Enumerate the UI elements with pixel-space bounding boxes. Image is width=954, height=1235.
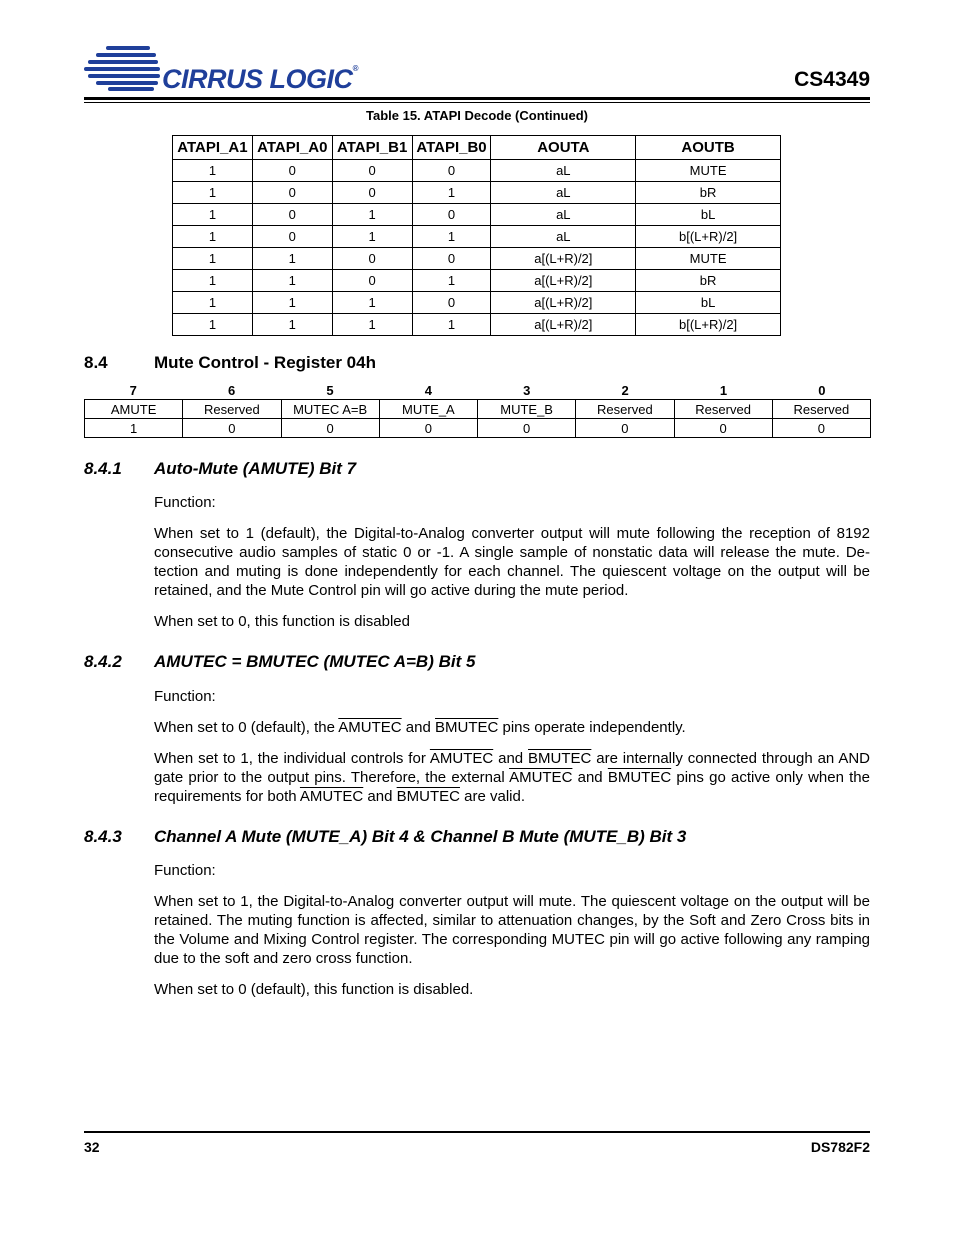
- col-header: ATAPI_B1: [332, 136, 412, 160]
- table-cell: 0: [332, 248, 412, 270]
- col-header: ATAPI_A1: [173, 136, 253, 160]
- table-cell: 1: [412, 270, 491, 292]
- bit-numbers: [84, 383, 871, 398]
- register-bit-default: 0: [379, 419, 477, 438]
- bit-number: 6: [227, 383, 236, 398]
- col-header: AOUTA: [491, 136, 636, 160]
- bit-number: 2: [621, 383, 629, 398]
- table-cell: 0: [252, 182, 332, 204]
- register-bit-name: AMUTE: [85, 400, 183, 419]
- register-bit-default: 0: [478, 419, 576, 438]
- paragraph: When set to 1, the individual controls for AMUTEC and BMUTEC are internally connected through an AND gate prior to the output pins. Therefore, the external AMUTEC and BMUTEC pins go active only when the requirements for both AMUTEC and BMUTEC are valid.: [154, 750, 870, 805]
- bit-number: 0: [818, 383, 826, 398]
- bit-number: 4: [424, 383, 432, 398]
- logo-text: CIRRUS LOGIC®: [162, 64, 358, 94]
- table-cell: 1: [173, 292, 253, 314]
- logo: [84, 44, 164, 92]
- register-bit-name: MUTEC A=B: [281, 400, 379, 419]
- amutec-pin-name: AMUTEC: [338, 719, 402, 736]
- part-number: CS4349: [794, 68, 870, 91]
- table-cell: a[(L+R)/2]: [491, 270, 636, 292]
- table-cell: 1: [173, 204, 253, 226]
- table-cell: 1: [412, 226, 491, 248]
- table-cell: 1: [332, 292, 412, 314]
- bit-number: 5: [326, 383, 334, 398]
- paragraph: When set to 0 (default), this function is disabled.: [154, 981, 474, 998]
- register-bit-default: 1: [85, 419, 183, 438]
- bmutec-pin-name: BMUTEC: [435, 719, 499, 736]
- table-cell: a[(L+R)/2]: [491, 314, 636, 336]
- table-cell: 0: [332, 182, 412, 204]
- function-label: Function:: [154, 688, 216, 705]
- table-cell: 1: [332, 314, 412, 336]
- table-row: [173, 204, 781, 226]
- table-row: [173, 160, 781, 182]
- bmutec-pin-name: BMUTEC: [607, 769, 672, 786]
- table-cell: 1: [173, 270, 253, 292]
- function-label: Function:: [154, 862, 216, 879]
- cirrus-logo-icon: [84, 44, 164, 92]
- table-cell: 0: [252, 226, 332, 248]
- table-cell: 1: [173, 248, 253, 270]
- table-cell: 0: [252, 204, 332, 226]
- table-row: [173, 270, 781, 292]
- table-caption: Table 15. ATAPI Decode (Continued): [366, 108, 588, 123]
- table-cell: 1: [412, 182, 491, 204]
- register-bit-default: 0: [183, 419, 281, 438]
- table-row: [173, 292, 781, 314]
- table-cell: 1: [412, 314, 491, 336]
- table-header-row: [173, 136, 781, 160]
- table-cell: bL: [636, 204, 781, 226]
- table-cell: 0: [332, 270, 412, 292]
- header-rule: [84, 97, 870, 100]
- function-label: Function:: [154, 494, 216, 511]
- register-bit-name: Reserved: [674, 400, 772, 419]
- table-cell: aL: [491, 204, 636, 226]
- table-cell: MUTE: [636, 160, 781, 182]
- table-row: [173, 182, 781, 204]
- register-bit-name: Reserved: [183, 400, 281, 419]
- table-cell: bL: [636, 292, 781, 314]
- table-row: [173, 226, 781, 248]
- table-cell: 1: [252, 314, 332, 336]
- table-cell: 1: [173, 160, 253, 182]
- register-defaults-row: [85, 419, 871, 438]
- paragraph: When set to 0, this function is disabled: [154, 613, 410, 630]
- register-bit-name: Reserved: [576, 400, 674, 419]
- table-cell: 1: [332, 226, 412, 248]
- paragraph: When set to 0 (default), the AMUTEC and BMUTEC pins operate independently.: [154, 719, 686, 736]
- subsection-heading: 8.4.2 AMUTEC = BMUTEC (MUTEC A=B) Bit 5: [84, 652, 476, 671]
- table-cell: aL: [491, 226, 636, 248]
- table-cell: b[(L+R)/2]: [636, 314, 781, 336]
- table-cell: 1: [173, 182, 253, 204]
- subsection-heading: 8.4.1 Auto-Mute (AMUTE) Bit 7: [84, 459, 357, 478]
- table-cell: 0: [412, 160, 491, 182]
- table-cell: 1: [332, 204, 412, 226]
- col-header: ATAPI_B0: [412, 136, 491, 160]
- register-bit-name: Reserved: [772, 400, 870, 419]
- header-rule-thin: [84, 102, 870, 103]
- col-header: AOUTB: [636, 136, 781, 160]
- bit-number: 3: [523, 383, 531, 398]
- amutec-pin-name: AMUTEC: [509, 769, 573, 786]
- paragraph: When set to 1 (default), the Digital-to-Analog converter output will mute following the reception of 8192 consecutive audio samples of static 0 or -1. A single sample of nonstatic data will release the mute. De-tection and muting is done independently for each channel. The quiescent voltage on the output will be retained, and the Mute Control pin will go active during the mute period.: [154, 525, 870, 599]
- table-cell: a[(L+R)/2]: [491, 292, 636, 314]
- register-names-row: [85, 400, 871, 419]
- table-cell: bR: [636, 182, 781, 204]
- bit-number: 1: [719, 383, 728, 398]
- register-bit-default: 0: [281, 419, 379, 438]
- register-bit-default: 0: [772, 419, 870, 438]
- document-id: DS782F2: [810, 1139, 870, 1155]
- table-cell: a[(L+R)/2]: [491, 248, 636, 270]
- table-cell: MUTE: [636, 248, 781, 270]
- paragraph: When set to 1, the Digital-to-Analog converter output will mute. The quiescent voltage on the output will be retained. The muting function is affected, similar to attenuation changes, by the Soft and Zero Cross bits in the Volume and Mixing Control register. The corresponding MUTEC pin will go active following any ramping due to the soft and zero cross function.: [154, 893, 870, 967]
- table-row: [173, 314, 781, 336]
- register-table: [84, 399, 871, 438]
- col-header: ATAPI_A0: [252, 136, 332, 160]
- amutec-pin-name: AMUTEC: [429, 750, 494, 767]
- table-cell: 1: [252, 292, 332, 314]
- table-cell: bR: [636, 270, 781, 292]
- amutec-pin-name: AMUTEC: [299, 788, 364, 805]
- table-cell: b[(L+R)/2]: [636, 226, 781, 248]
- table-cell: aL: [491, 160, 636, 182]
- subsection-heading: 8.4.3 Channel A Mute (MUTE_A) Bit 4 & Channel B Mute (MUTE_B) Bit 3: [84, 827, 687, 846]
- table-cell: 0: [412, 204, 491, 226]
- register-bit-default: 0: [576, 419, 674, 438]
- footer-rule: [84, 1131, 870, 1133]
- register-bit-name: MUTE_B: [478, 400, 576, 419]
- bmutec-pin-name: BMUTEC: [528, 750, 592, 767]
- register-bit-name: MUTE_A: [379, 400, 477, 419]
- table-cell: 1: [252, 248, 332, 270]
- bmutec-pin-name: BMUTEC: [396, 788, 460, 805]
- table-cell: 0: [412, 248, 491, 270]
- table-cell: 0: [252, 160, 332, 182]
- table-cell: 1: [252, 270, 332, 292]
- table-cell: 1: [173, 314, 253, 336]
- table-cell: 1: [173, 226, 253, 248]
- bit-number: 7: [129, 383, 137, 398]
- table-cell: 0: [332, 160, 412, 182]
- table-row: [173, 248, 781, 270]
- table-cell: aL: [491, 182, 636, 204]
- table-cell: 0: [412, 292, 491, 314]
- register-bit-default: 0: [674, 419, 772, 438]
- section-heading: 8.4 Mute Control - Register 04h: [84, 353, 376, 372]
- atapi-decode-table: [172, 135, 781, 336]
- page-number: 32: [84, 1139, 100, 1155]
